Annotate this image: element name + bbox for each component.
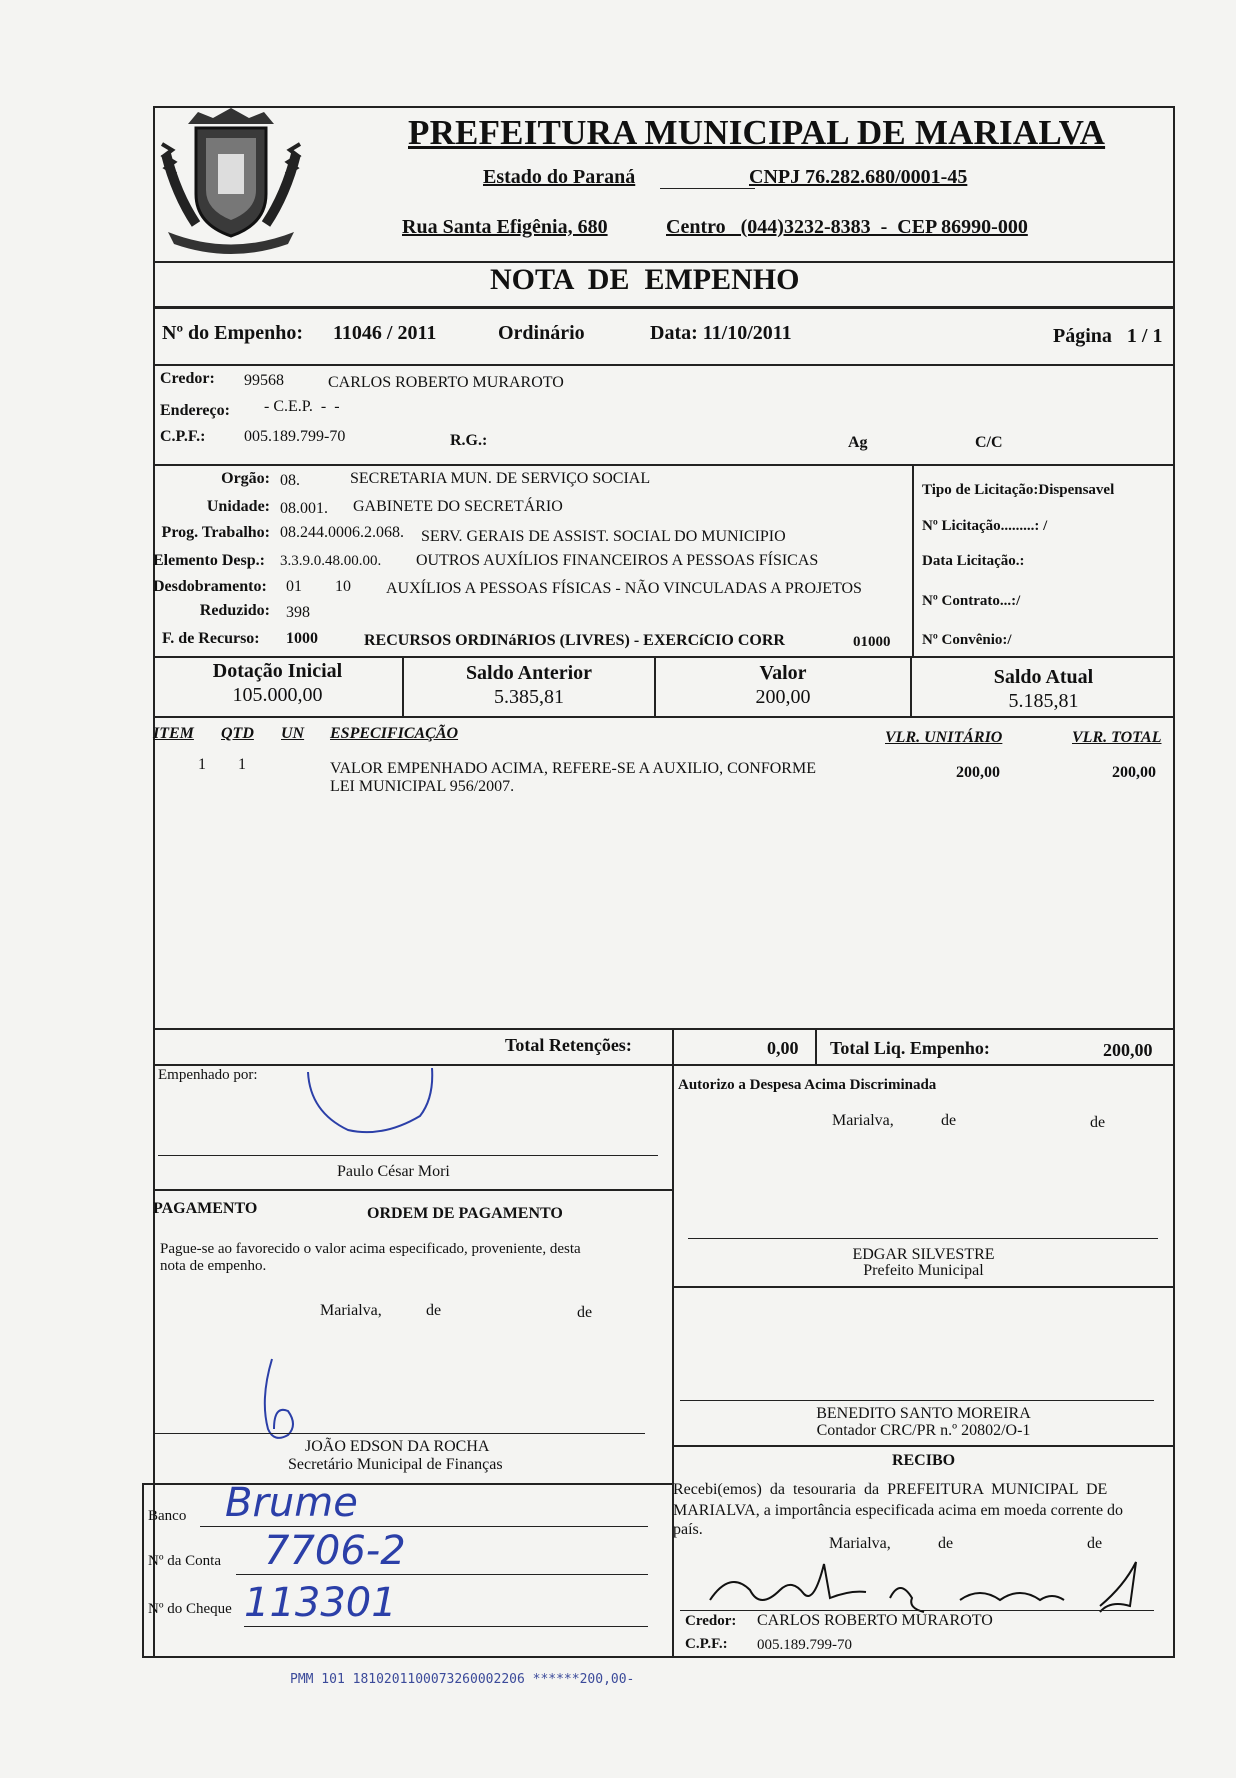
cheque-label: Nº do Cheque — [148, 1601, 232, 1617]
divider — [142, 1656, 672, 1658]
signature-image — [250, 1355, 310, 1455]
saldo-anterior-value: 5.385,81 — [494, 686, 564, 708]
secretario-cargo: Secretário Municipal de Finanças — [288, 1456, 503, 1473]
empenho-type: Ordinário — [498, 322, 585, 344]
address-contact: Centro (044)3232-8383 - CEP 86990-000 — [666, 216, 1028, 238]
licitacao-contrato: Nº Contrato...:/ — [922, 593, 1021, 609]
autorizo-label: Autorizo a Despesa Acima Discriminada — [678, 1077, 937, 1093]
divider — [672, 1064, 674, 1658]
input-line — [200, 1526, 648, 1527]
signature-line — [680, 1610, 1154, 1611]
cnpj-label: CNPJ 76.282.680/0001-45 — [749, 166, 968, 188]
ordem-pagamento-label: ORDEM DE PAGAMENTO — [367, 1205, 563, 1222]
endereco-value: - C.E.P. - - — [264, 398, 340, 415]
empenho-number: 11046 / 2011 — [333, 322, 437, 344]
divider — [672, 1028, 674, 1064]
recibo-cpf-label: C.P.F.: — [685, 1636, 728, 1652]
divider — [153, 464, 1175, 466]
liquido-label: Total Liq. Empenho: — [830, 1038, 990, 1058]
divider — [142, 1483, 144, 1658]
col-especificacao: ESPECIFICAÇÃO — [330, 725, 459, 742]
desdobramento-desc: AUXÍLIOS A PESSOAS FÍSICAS - NÃO VINCULADAS A PROJETOS — [386, 580, 862, 597]
orgao-label: Orgão: — [221, 470, 270, 487]
valor-value: 200,00 — [755, 686, 811, 708]
saldo-atual-value: 5.185,81 — [1008, 690, 1079, 712]
estado-underline — [660, 188, 755, 189]
fonte-label: F. de Recurso: — [162, 630, 260, 647]
cheque-value: 113301 — [244, 1580, 397, 1626]
pagamento-de2: de — [577, 1304, 593, 1321]
signature-line — [153, 1433, 645, 1434]
prog-label: Prog. Trabalho: — [161, 524, 270, 541]
item-desc-line2: LEI MUNICIPAL 956/2007. — [330, 778, 515, 795]
divider — [153, 1028, 1175, 1030]
estado-label: Estado do Paraná — [483, 166, 636, 188]
item-qtd: 1 — [238, 756, 246, 773]
divider — [672, 1445, 1175, 1447]
divider — [153, 1064, 1175, 1066]
autorizo-de2: de — [1090, 1114, 1106, 1131]
desdobramento-code2: 10 — [335, 578, 351, 595]
recibo-label: RECIBO — [891, 1452, 956, 1469]
coat-of-arms-logo — [158, 104, 304, 254]
licitacao-tipo: Tipo de Licitação:Dispensavel — [922, 482, 1115, 498]
reduzido-label: Reduzido: — [199, 602, 270, 619]
recibo-cpf-value: 005.189.799-70 — [757, 1637, 852, 1653]
credor-code: 99568 — [244, 372, 284, 389]
fonte-code2: 01000 — [853, 634, 891, 650]
prog-code: 08.244.0006.2.068. — [280, 524, 404, 541]
cpf-value: 005.189.799-70 — [244, 428, 346, 445]
recibo-marialva: Marialva, — [829, 1535, 891, 1552]
divider — [153, 306, 1175, 309]
autorizo-de1: de — [941, 1112, 957, 1129]
prefeitura-title: PREFEITURA MUNICIPAL DE MARIALVA — [408, 113, 1106, 152]
prog-desc: SERV. GERAIS DE ASSIST. SOCIAL DO MUNICIPIO — [421, 528, 786, 545]
pagamento-de1: de — [426, 1302, 442, 1319]
orgao-desc: SECRETARIA MUN. DE SERVIÇO SOCIAL — [350, 470, 651, 487]
licitacao-convenio: Nº Convênio:/ — [922, 632, 1012, 648]
empenhado-nome: Paulo César Mori — [337, 1163, 450, 1180]
empenhado-label: Empenhado por: — [158, 1067, 258, 1083]
divider — [142, 1483, 672, 1485]
dotacao-value: 105.000,00 — [232, 684, 323, 706]
col-un: UN — [281, 725, 305, 742]
retencoes-label: Total Retenções: — [505, 1035, 632, 1055]
divider — [912, 464, 914, 656]
saldo-anterior-label: Saldo Anterior — [465, 662, 593, 684]
licitacao-numero: Nº Licitação.........: / — [922, 518, 1048, 534]
prefeito-nome: EDGAR SILVESTRE — [852, 1246, 995, 1263]
elemento-desc: OUTROS AUXÍLIOS FINANCEIROS A PESSOAS FÍSICAS — [416, 552, 819, 569]
recibo-text-line3: país. — [673, 1521, 703, 1538]
orgao-code: 08. — [280, 472, 300, 489]
unidade-code: 08.001. — [280, 500, 328, 517]
liquido-value: 200,00 — [1103, 1040, 1153, 1060]
recibo-credor-nome: CARLOS ROBERTO MURAROTO — [757, 1612, 993, 1629]
banco-label: Banco — [148, 1508, 187, 1524]
recibo-de1: de — [938, 1535, 954, 1552]
elemento-code: 3.3.9.0.48.00.00. — [280, 553, 382, 569]
divider — [153, 364, 1175, 366]
cpf-label: C.P.F.: — [160, 428, 206, 445]
licitacao-data: Data Licitação.: — [922, 553, 1025, 569]
banco-value: Brume — [225, 1480, 358, 1526]
conta-value: 7706-2 — [264, 1528, 406, 1574]
recibo-credor-label: Credor: — [685, 1613, 737, 1629]
elemento-label: Elemento Desp.: — [153, 552, 265, 569]
fonte-code: 1000 — [286, 630, 318, 647]
fonte-desc: RECURSOS ORDINáRIOS (LIVRES) - EXERCíCIO CORR — [364, 632, 785, 649]
contador-nome: BENEDITO SANTO MOREIRA — [816, 1405, 1031, 1422]
desdobramento-code: 01 — [286, 578, 302, 595]
divider — [153, 716, 1175, 718]
pague-text-line1: Pague-se ao favorecido o valor acima especificado, proveniente, desta — [160, 1241, 581, 1257]
col-vlr-unitario: VLR. UNITÁRIO — [885, 729, 1003, 746]
ag-label: Ag — [848, 434, 868, 451]
empenho-label: Nº do Empenho: — [162, 322, 304, 344]
footer-code: PMM 101 1810201100073260002206 ******200,00- — [290, 1672, 635, 1687]
divider — [815, 1028, 817, 1064]
item-desc-line1: VALOR EMPENHADO ACIMA, REFERE-SE A AUXILIO, CONFORME — [330, 760, 816, 777]
divider — [153, 1189, 672, 1191]
document-title: NOTA DE EMPENHO — [490, 263, 800, 296]
reduzido-value: 398 — [286, 604, 310, 621]
signature-image — [300, 1068, 440, 1138]
item-number: 1 — [198, 756, 206, 773]
credor-name: CARLOS ROBERTO MURAROTO — [328, 374, 564, 391]
signature-line — [680, 1400, 1154, 1401]
saldo-atual-label: Saldo Atual — [993, 666, 1094, 688]
secretario-nome: JOÃO EDSON DA ROCHA — [305, 1438, 490, 1455]
address-street: Rua Santa Efigênia, 680 — [402, 216, 608, 238]
recibo-text-line2: MARIALVA, a importância especificada acima em moeda corrente do — [673, 1502, 1124, 1519]
input-line — [236, 1574, 648, 1575]
input-line — [244, 1626, 648, 1627]
unidade-desc: GABINETE DO SECRETÁRIO — [353, 498, 563, 515]
desdobramento-label: Desdobramento: — [153, 578, 267, 595]
pagamento-label: PAGAMENTO — [153, 1200, 258, 1217]
valor-label: Valor — [759, 662, 807, 684]
signature-line — [158, 1155, 658, 1156]
recibo-de2: de — [1087, 1535, 1103, 1552]
empenho-date: Data: 11/10/2011 — [650, 322, 792, 344]
rg-label: R.G.: — [450, 432, 488, 449]
credor-label: Credor: — [160, 370, 215, 387]
endereco-label: Endereço: — [160, 402, 230, 419]
cc-label: C/C — [975, 434, 1003, 451]
col-item: ITEM — [153, 725, 194, 742]
item-vlr-unitario: 200,00 — [956, 764, 1000, 781]
divider — [153, 656, 1175, 658]
pagamento-marialva: Marialva, — [320, 1302, 382, 1319]
retencoes-value: 0,00 — [767, 1038, 799, 1058]
unidade-label: Unidade: — [206, 498, 270, 515]
pague-text-line2: nota de empenho. — [160, 1258, 267, 1274]
col-qtd: QTD — [221, 725, 254, 742]
contador-cargo: Contador CRC/PR n.º 20802/O-1 — [816, 1422, 1031, 1439]
divider — [672, 1286, 1175, 1288]
signature-image — [700, 1560, 1160, 1616]
autorizo-marialva: Marialva, — [832, 1112, 894, 1129]
item-vlr-total: 200,00 — [1112, 764, 1156, 781]
conta-label: Nº da Conta — [148, 1553, 221, 1569]
signature-line — [688, 1238, 1158, 1239]
prefeito-cargo: Prefeito Municipal — [863, 1262, 984, 1279]
recibo-text-line1: Recebi(emos) da tesouraria da PREFEITURA MUNICIPAL DE — [673, 1481, 1108, 1498]
dotacao-label: Dotação Inicial — [212, 660, 343, 682]
col-vlr-total: VLR. TOTAL — [1072, 729, 1162, 746]
page-indicator: Página 1 / 1 — [1053, 325, 1163, 347]
